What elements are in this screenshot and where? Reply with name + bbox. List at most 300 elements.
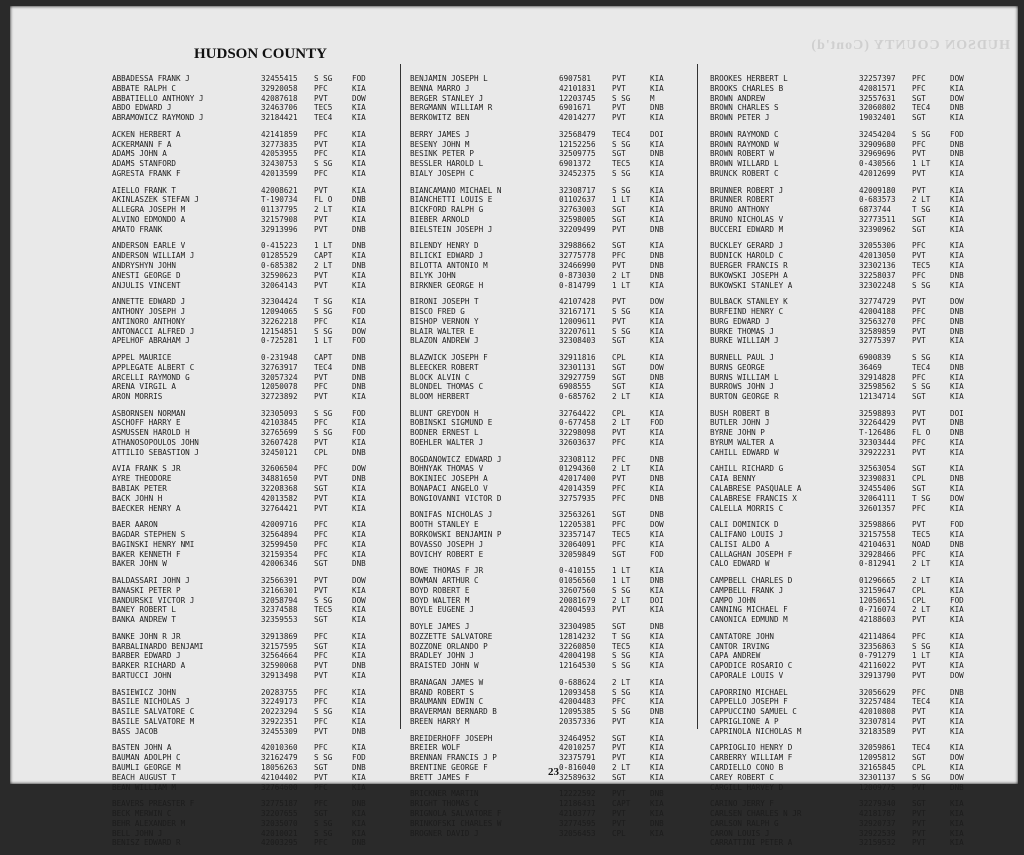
roster-entry xyxy=(112,251,402,261)
roster-entry xyxy=(710,504,1000,514)
entry-status: M xyxy=(650,93,655,103)
roster-entry xyxy=(112,373,402,383)
entry-grade: S SG xyxy=(912,280,931,290)
roster-entry xyxy=(710,474,1000,484)
entry-status: DNB xyxy=(950,539,964,549)
entry-name: CAMPO JOHN xyxy=(710,595,756,605)
entry-serial-number: 32183589 xyxy=(859,726,896,736)
entry-grade: PVT xyxy=(612,605,626,615)
roster-entry xyxy=(710,707,1000,717)
roster-entry xyxy=(410,428,700,438)
entry-status: KIA xyxy=(650,539,664,549)
entry-status: KIA xyxy=(950,352,964,362)
entry-name: BILICKI EDWARD J xyxy=(410,251,484,261)
entry-serial-number: 20223294 xyxy=(261,707,298,717)
page-title: HUDSON COUNTY xyxy=(194,46,327,62)
entry-status: KIA xyxy=(650,352,664,362)
entry-name: BRADLEY JOHN J xyxy=(410,651,475,661)
roster-entry xyxy=(112,186,402,196)
roster-entry xyxy=(112,113,402,123)
roster-entry xyxy=(112,596,402,606)
entry-name: AKINLASZEK STEFAN J xyxy=(112,195,199,205)
entry-grade: S SG xyxy=(612,139,631,149)
entry-name: BRAUMANN EDWIN C xyxy=(410,697,484,707)
entry-serial-number: 32913869 xyxy=(261,631,298,641)
entry-serial-number: 36469 xyxy=(859,362,882,372)
roster-entry xyxy=(710,438,1000,448)
entry-name: BACK JOHN H xyxy=(112,493,163,503)
entry-grade: PVT xyxy=(912,336,926,346)
entry-serial-number: 32590068 xyxy=(261,661,298,671)
roster-entry xyxy=(410,642,700,652)
entry-name: BRETT JAMES F xyxy=(410,772,470,782)
roster-entry xyxy=(710,149,1000,159)
entry-status: DNB xyxy=(650,270,664,280)
entry-serial-number: 32568479 xyxy=(559,129,596,139)
roster-entry xyxy=(410,464,700,474)
entry-serial-number: 32035070 xyxy=(261,818,298,828)
roster-entry xyxy=(410,753,700,763)
entry-status: KIA xyxy=(352,503,366,513)
entry-serial-number: 32064111 xyxy=(859,493,896,503)
entry-name: BANEY ROBERT L xyxy=(112,605,177,615)
entry-name: BANKA ANDREW T xyxy=(112,615,177,625)
roster-group xyxy=(710,186,1000,235)
entry-grade: PFC xyxy=(314,530,328,540)
entry-grade: S SG xyxy=(612,306,631,316)
roster-entry xyxy=(710,642,1000,652)
roster-entry xyxy=(710,169,1000,179)
entry-grade: PVT xyxy=(912,808,926,818)
entry-grade: SGT xyxy=(612,241,626,251)
entry-name: BUKOWSKI STANLEY A xyxy=(710,280,793,290)
entry-name: BOHNYAK THOMAS V xyxy=(410,464,484,474)
entry-serial-number: 0-685762 xyxy=(559,392,596,402)
entry-name: BRAVERMAN BERNARD B xyxy=(410,707,497,717)
entry-grade: PFC xyxy=(314,687,328,697)
entry-status: KIA xyxy=(352,280,366,290)
entry-name: BUCCERI EDWARD M xyxy=(710,224,784,234)
roster-entry xyxy=(710,615,1000,625)
roster-group xyxy=(710,464,1000,513)
entry-grade: S SG xyxy=(912,352,931,362)
entry-status: KIA xyxy=(352,808,366,818)
entry-serial-number: 12095812 xyxy=(859,753,896,763)
entry-grade: T SG xyxy=(314,297,333,307)
entry-serial-number: 42013582 xyxy=(261,493,298,503)
entry-name: ANNETTE EDWARD J xyxy=(112,297,186,307)
roster-entry xyxy=(410,409,700,419)
roster-entry xyxy=(410,596,700,606)
entry-grade: FL O xyxy=(912,428,931,438)
roster-entry xyxy=(112,353,402,363)
roster-entry xyxy=(112,327,402,337)
roster-group xyxy=(710,520,1000,569)
document-page xyxy=(10,6,1018,848)
entry-status: DOI xyxy=(650,129,664,139)
roster-group xyxy=(112,576,402,625)
entry-grade: SGT xyxy=(612,205,626,215)
entry-grade: PVT xyxy=(314,214,328,224)
entry-serial-number: 12814232 xyxy=(559,631,596,641)
entry-name: CAPORRINO MICHAEL xyxy=(710,687,788,697)
entry-serial-number: 0-814799 xyxy=(559,280,596,290)
entry-name: BURROWS JOHN J xyxy=(710,382,775,392)
entry-grade: PVT xyxy=(314,93,328,103)
roster-entry xyxy=(410,149,700,159)
entry-status: KIA xyxy=(352,484,366,494)
entry-name: BASS JACOB xyxy=(112,726,158,736)
entry-status: KIA xyxy=(352,270,366,280)
entry-name: CAPPELLO JOSEPH F xyxy=(710,697,788,707)
entry-name: ABBADESSA FRANK J xyxy=(112,74,190,83)
roster-entry xyxy=(710,838,1000,848)
entry-serial-number: 32056629 xyxy=(859,687,896,697)
entry-status: DNB xyxy=(950,103,964,113)
entry-grade: PFC xyxy=(612,539,626,549)
entry-status: KIA xyxy=(950,716,964,726)
entry-serial-number: 32774595 xyxy=(559,818,596,828)
roster-entry xyxy=(410,799,700,809)
entry-serial-number: 32773835 xyxy=(261,139,298,149)
roster-entry xyxy=(710,159,1000,169)
roster-entry xyxy=(112,464,402,474)
roster-entry xyxy=(710,819,1000,829)
entry-grade: SGT xyxy=(612,372,626,382)
entry-serial-number: 42010360 xyxy=(261,743,298,753)
entry-name: BOZZETTE SALVATORE xyxy=(410,631,493,641)
entry-status: KIA xyxy=(650,336,664,346)
entry-serial-number: 32249173 xyxy=(261,697,298,707)
roster-entry xyxy=(410,632,700,642)
entry-serial-number: 12093458 xyxy=(559,687,596,697)
roster-entry xyxy=(112,586,402,596)
entry-status: FOD xyxy=(352,408,366,418)
entry-status: DOW xyxy=(352,326,366,336)
entry-serial-number: 32184421 xyxy=(261,113,298,123)
entry-name: BLONDEL THOMAS C xyxy=(410,382,484,392)
entry-serial-number: 01056560 xyxy=(559,576,596,586)
entry-serial-number: 12095385 xyxy=(559,707,596,717)
entry-serial-number: 01296665 xyxy=(859,576,896,586)
entry-grade: 1 LT xyxy=(612,566,631,576)
roster-entry xyxy=(410,261,700,271)
roster-entry xyxy=(710,140,1000,150)
roster-entry xyxy=(710,336,1000,346)
entry-name: BEHR ALEXANDER M xyxy=(112,818,186,828)
roster-entry xyxy=(710,113,1000,123)
entry-grade: PVT xyxy=(314,474,328,484)
entry-serial-number: 32922539 xyxy=(859,828,896,838)
entry-name: BORKOWSKI BENJAMIN P xyxy=(410,530,502,540)
entry-name: BURG EDWARD J xyxy=(710,316,770,326)
entry-status: DOW xyxy=(950,297,964,307)
entry-status: DNB xyxy=(352,372,366,382)
roster-entry xyxy=(710,632,1000,642)
roster-entry xyxy=(112,159,402,169)
entry-name: BLEECKER ROBERT xyxy=(410,362,479,372)
entry-serial-number: 32607428 xyxy=(261,438,298,448)
entry-serial-number: 32598005 xyxy=(559,214,596,224)
roster-entry xyxy=(710,297,1000,307)
entry-name: CARBERRY WILLIAM F xyxy=(710,753,793,763)
entry-name: BOWMAN ARTHUR C xyxy=(410,576,479,586)
roster-group xyxy=(112,241,402,290)
entry-name: BIALY JOSEPH C xyxy=(410,168,475,178)
entry-serial-number: T-126486 xyxy=(859,428,896,438)
roster-entry xyxy=(112,520,402,530)
entry-serial-number: 0-677458 xyxy=(559,418,596,428)
entry-serial-number: 32055306 xyxy=(859,241,896,251)
entry-name: BARBER EDWARD J xyxy=(112,651,181,661)
entry-serial-number: 32207611 xyxy=(559,326,596,336)
entry-grade: S SG xyxy=(314,74,333,83)
entry-serial-number: 32264429 xyxy=(859,418,896,428)
entry-status: KIA xyxy=(352,641,366,651)
entry-name: ALLEGRA JOSEPH M xyxy=(112,205,186,215)
roster-entry xyxy=(710,763,1000,773)
entry-status: KIA xyxy=(650,484,664,494)
entry-name: CAPORALE LOUIS V xyxy=(710,671,784,680)
entry-serial-number: 6901671 xyxy=(559,103,592,113)
roster-entry xyxy=(112,809,402,819)
entry-name: BILYK JOHN xyxy=(410,270,456,280)
entry-name: BISHOP VERNON Y xyxy=(410,316,479,326)
roster-entry xyxy=(112,438,402,448)
entry-status: FOD xyxy=(650,549,664,559)
entry-grade: 2 LT xyxy=(912,576,931,586)
entry-serial-number: 32601357 xyxy=(859,503,896,513)
entry-grade: TEC5 xyxy=(612,641,631,651)
entry-status: DNB xyxy=(352,474,366,484)
entry-name: BULBACK STANLEY K xyxy=(710,297,788,307)
entry-serial-number: 42107428 xyxy=(559,297,596,307)
entry-status: DNB xyxy=(352,726,366,736)
entry-name: ABBATE RALPH C xyxy=(112,83,177,93)
roster-entry xyxy=(710,494,1000,504)
entry-grade: SGT xyxy=(314,641,328,651)
roster-entry xyxy=(710,559,1000,569)
entry-serial-number: 32599450 xyxy=(261,539,298,549)
entry-name: BISCO FRED G xyxy=(410,306,465,316)
roster-entry xyxy=(112,504,402,514)
entry-name: BECK MERWIN C xyxy=(112,808,172,818)
entry-name: BUTLER JOHN J xyxy=(710,418,770,428)
entry-grade: 2 LT xyxy=(612,418,631,428)
entry-serial-number: 32356863 xyxy=(859,641,896,651)
roster-entry xyxy=(112,671,402,681)
entry-name: BOVASSO JOSEPH J xyxy=(410,539,484,549)
roster-entry xyxy=(112,763,402,773)
roster-entry xyxy=(410,186,700,196)
roster-entry xyxy=(112,94,402,104)
entry-status: KIA xyxy=(650,716,664,726)
entry-name: ANDERSON EARLE V xyxy=(112,241,186,251)
entry-status: DNB xyxy=(650,474,664,484)
entry-name: ASBORNSEN NORMAN xyxy=(112,408,186,418)
roster-group xyxy=(410,74,700,123)
entry-name: CAPRINOLA NICHOLAS M xyxy=(710,726,802,736)
entry-status: FOD xyxy=(950,595,964,605)
entry-grade: PVT xyxy=(314,576,328,586)
entry-grade: TEC4 xyxy=(314,113,333,123)
roster-group xyxy=(410,678,700,727)
entry-serial-number: 12205381 xyxy=(559,520,596,530)
entry-grade: PFC xyxy=(612,438,626,448)
entry-name: BUSH ROBERT B xyxy=(710,408,770,418)
entry-grade: PFC xyxy=(314,697,328,707)
roster-group xyxy=(112,353,402,402)
entry-grade: SGT xyxy=(612,362,626,372)
entry-serial-number: 12152256 xyxy=(559,139,596,149)
entry-status: KIA xyxy=(950,224,964,234)
entry-name: BROWN WILLARD L xyxy=(710,159,779,169)
roster-entry xyxy=(410,520,700,530)
entry-serial-number: 0-688624 xyxy=(559,677,596,687)
entry-status: KIA xyxy=(650,697,664,707)
entry-grade: SGT xyxy=(314,559,328,569)
entry-status: KIA xyxy=(352,185,366,195)
roster-entry xyxy=(710,753,1000,763)
entry-grade: CPL xyxy=(912,762,926,772)
roster-entry xyxy=(410,84,700,94)
entry-grade: PVT xyxy=(912,838,926,848)
entry-grade: SGT xyxy=(314,484,328,494)
roster-entry xyxy=(410,307,700,317)
entry-name: ABDO EDWARD J xyxy=(112,103,172,113)
entry-serial-number: 32450121 xyxy=(261,447,298,457)
entry-serial-number: 32598562 xyxy=(859,382,896,392)
entry-status: KIA xyxy=(352,316,366,326)
roster-entry xyxy=(112,819,402,829)
entry-name: BARKER RICHARD A xyxy=(112,661,186,671)
entry-grade: S SG xyxy=(314,753,333,763)
roster-entry xyxy=(112,727,402,737)
entry-grade: S SG xyxy=(612,687,631,697)
entry-grade: PFC xyxy=(912,270,926,280)
entry-status: KIA xyxy=(650,113,664,123)
entry-grade: CPL xyxy=(612,828,626,838)
entry-serial-number: 42087618 xyxy=(261,93,298,103)
entry-status: KIA xyxy=(352,707,366,717)
entry-name: BREEN HARRY M xyxy=(410,716,470,726)
entry-name: BOZZONE ORLANDO P xyxy=(410,641,488,651)
entry-status: KIA xyxy=(950,743,964,753)
entry-serial-number: 42188603 xyxy=(859,615,896,625)
entry-status: DNB xyxy=(650,510,664,520)
entry-serial-number: 42009180 xyxy=(859,185,896,195)
entry-serial-number: 32557631 xyxy=(859,93,896,103)
roster-entry xyxy=(112,494,402,504)
entry-grade: S SG xyxy=(314,326,333,336)
entry-status: KIA xyxy=(352,743,366,753)
entry-grade: SGT xyxy=(912,93,926,103)
entry-grade: PVT xyxy=(314,438,328,448)
entry-status: KIA xyxy=(650,428,664,438)
roster-entry xyxy=(112,632,402,642)
entry-serial-number: 32167171 xyxy=(559,306,596,316)
entry-status: DOW xyxy=(950,93,964,103)
entry-serial-number: 32166301 xyxy=(261,585,298,595)
entry-name: BONIFAS NICHOLAS J xyxy=(410,510,493,520)
entry-status: KIA xyxy=(650,214,664,224)
entry-status: FOD xyxy=(352,753,366,763)
roster-entry xyxy=(112,576,402,586)
entry-status: KIA xyxy=(352,168,366,178)
entry-status: DNB xyxy=(650,149,664,159)
roster-entry xyxy=(112,225,402,235)
entry-name: BUCKLEY GERARD J xyxy=(710,241,784,251)
entry-name: BRUNCK ROBERT C xyxy=(710,168,779,178)
entry-grade: 2 LT xyxy=(912,605,931,615)
roster-entry xyxy=(410,809,700,819)
entry-serial-number: 6900839 xyxy=(859,352,892,362)
roster-entry xyxy=(112,642,402,652)
entry-serial-number: 20357336 xyxy=(559,716,596,726)
roster-entry xyxy=(710,520,1000,530)
entry-name: BRUNNER ROBERT xyxy=(710,195,775,205)
roster-entry xyxy=(112,140,402,150)
entry-serial-number: 42012699 xyxy=(859,168,896,178)
entry-grade: S SG xyxy=(612,168,631,178)
entry-serial-number: T-190734 xyxy=(261,195,298,205)
entry-grade: PFC xyxy=(912,306,926,316)
entry-grade: PVT xyxy=(912,782,926,792)
entry-grade: SGT xyxy=(612,336,626,346)
entry-name: CALABRESE FRANCIS X xyxy=(710,493,797,503)
entry-status: KIA xyxy=(950,707,964,717)
roster-column-3 xyxy=(710,74,1000,855)
roster-entry xyxy=(410,530,700,540)
entry-status: KIA xyxy=(650,74,664,83)
entry-name: ADAMS JOHN A xyxy=(112,149,167,159)
roster-entry xyxy=(112,651,402,661)
entry-name: BURTON GEORGE R xyxy=(710,392,779,402)
entry-name: BRINKOFSKI CHARLES W xyxy=(410,818,502,828)
roster-entry xyxy=(710,418,1000,428)
entry-serial-number: 0-683573 xyxy=(859,195,896,205)
entry-status: KIA xyxy=(650,651,664,661)
entry-status: KIA xyxy=(950,214,964,224)
roster-group xyxy=(410,186,700,235)
roster-entry xyxy=(112,307,402,317)
entry-serial-number: 32359553 xyxy=(261,615,298,625)
entry-status: FOD xyxy=(950,520,964,530)
roster-entry xyxy=(112,84,402,94)
roster-entry xyxy=(112,428,402,438)
entry-serial-number: 42053955 xyxy=(261,149,298,159)
entry-serial-number: 32390962 xyxy=(859,224,896,234)
roster-entry xyxy=(710,671,1000,681)
entry-status: KIA xyxy=(950,641,964,651)
entry-name: BROWN ROBERT W xyxy=(710,149,775,159)
roster-entry xyxy=(710,464,1000,474)
roster-group xyxy=(112,464,402,513)
roster-entry xyxy=(410,474,700,484)
entry-status: KIA xyxy=(352,493,366,503)
entry-serial-number: 32159354 xyxy=(261,549,298,559)
entry-name: CAPPUCCINO SAMUEL C xyxy=(710,707,797,717)
roster-entry xyxy=(710,697,1000,707)
entry-name: BERRY JAMES J xyxy=(410,129,470,139)
entry-grade: TEC5 xyxy=(314,605,333,615)
roster-entry xyxy=(710,307,1000,317)
entry-status: KIA xyxy=(950,241,964,251)
entry-grade: 1 LT xyxy=(912,651,931,661)
entry-grade: S SG xyxy=(314,408,333,418)
entry-status: DNB xyxy=(950,316,964,326)
entry-status: FOD xyxy=(650,418,664,428)
